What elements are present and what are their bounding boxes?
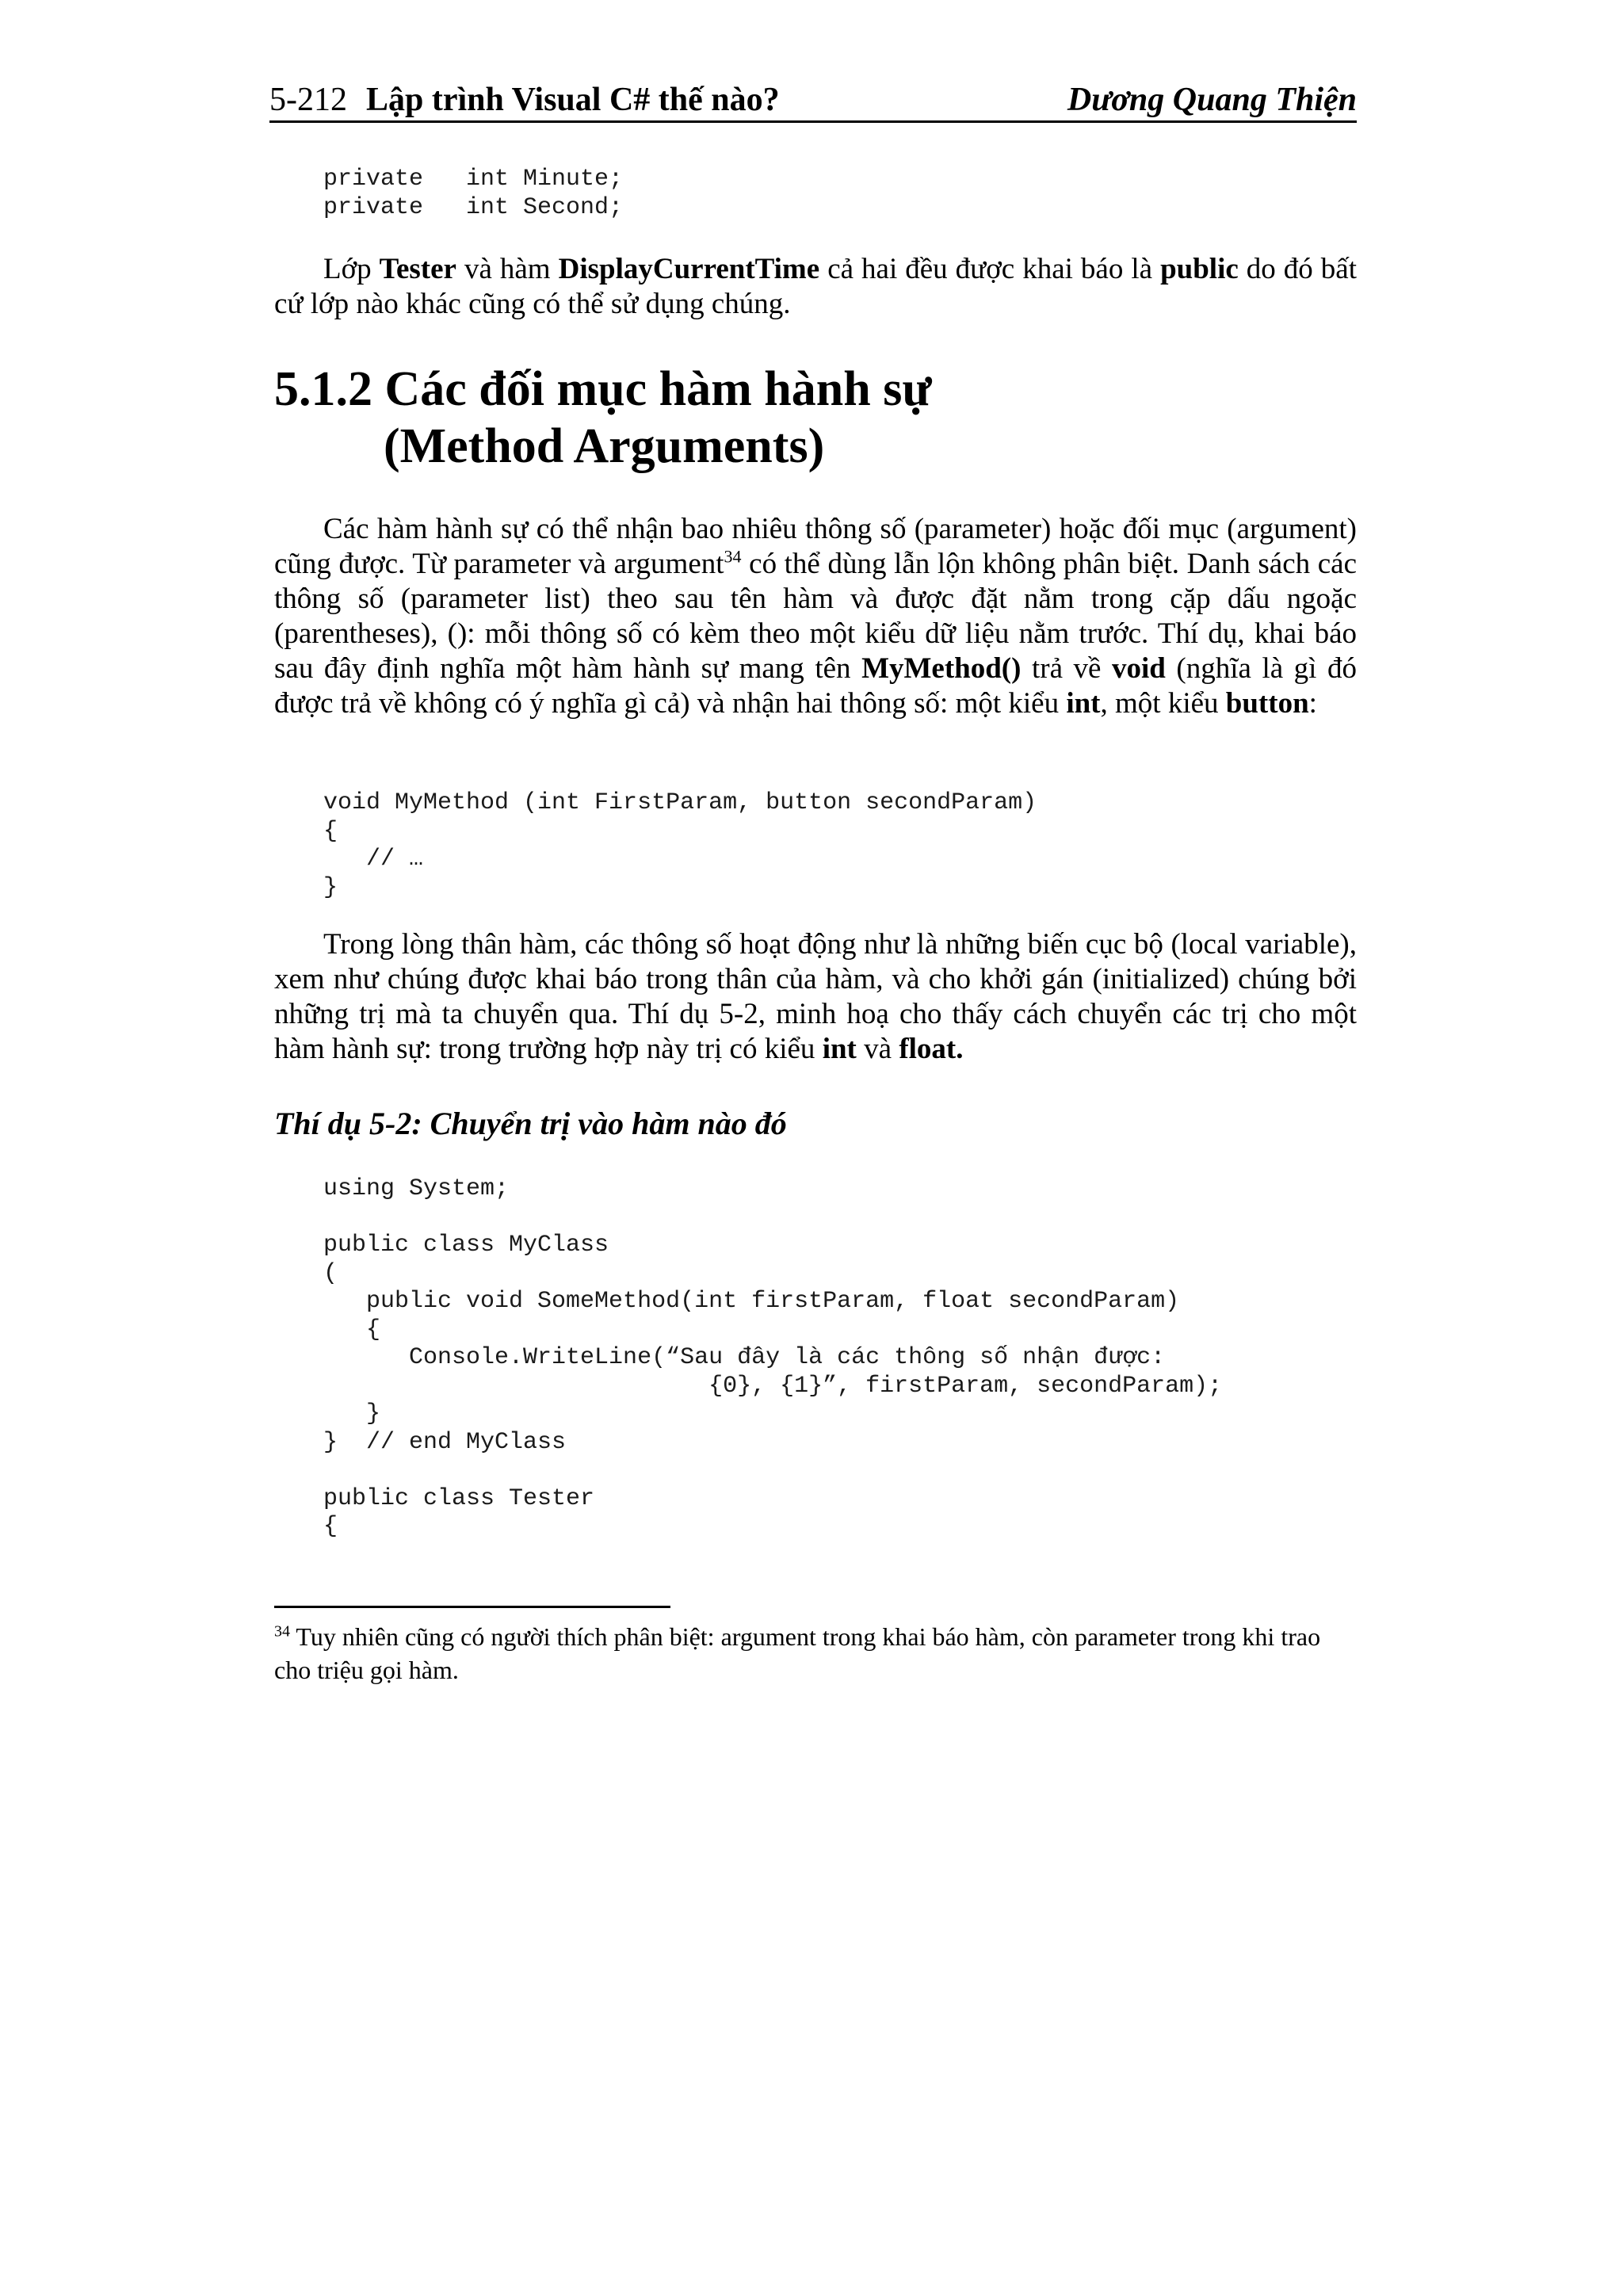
bold-term: int	[822, 1033, 857, 1065]
page-header	[269, 73, 1357, 123]
text: Trong lòng thân hàm, các thông số hoạt động như là những biến cục bộ (local variable), xem như chúng được khai báo trong thân của hàm, và cho khởi gán (initialized) chúng bởi những trị mà ta chuyển qua. Thí dụ 5-2, minh hoạ cho thấy cách chuyển các trị cho một hàm hành sự: trong trường hợp này trị có kiểu	[274, 928, 1357, 1065]
bold-term: Tester	[379, 253, 456, 285]
bold-term: button	[1225, 687, 1309, 720]
code-block-fields: private int Minute; private int Second;	[323, 166, 624, 221]
bold-term: void	[1112, 652, 1166, 685]
footnote	[274, 1620, 1357, 1687]
paragraph-method-arguments	[274, 512, 1357, 721]
text: , một kiểu	[1100, 687, 1226, 720]
text: cả hai đều được khai báo là	[819, 253, 1161, 285]
text: và	[856, 1033, 899, 1065]
text: (nghĩa là gì đó được trả về không có ý nghĩa gì cả) và nhận hai thông số: một kiểu	[274, 652, 1357, 720]
text: có thể dùng lẫn lộn không phân biệt. Danh sách các thông số (parameter list) theo sau tên hàm và được đặt nằm trong cặp dấu ngoặc (parentheses), (): mỗi thông số có kèm theo một kiểu dữ liệu nằm trước. Thí dụ, khai báo sau đây định nghĩa một hàm hành sự mang tên	[274, 548, 1357, 685]
footnote-divider	[274, 1606, 670, 1608]
section-title-line1: Các đối mục hàm hành sự	[384, 362, 932, 416]
code-block-example: using System; public class MyClass ( public void SomeMethod(int firstParam, float secondParam) { Console.WriteLine(“Sau đây là các thông số nhận được: {0}, {1}”, firstParam, secondParam); } } // end MyClass public class Tester {	[323, 1175, 1223, 1540]
text: Lớp	[323, 253, 380, 285]
footnote-number: 34	[274, 1622, 290, 1641]
bold-term: float.	[899, 1033, 964, 1065]
bold-term: DisplayCurrentTime	[558, 253, 820, 285]
text: và hàm	[456, 253, 559, 285]
bold-term: public	[1160, 253, 1239, 285]
text: :	[1308, 687, 1317, 720]
section-number: 5.1.2	[274, 362, 372, 416]
author-name: Dương Quang Thiện	[1067, 82, 1357, 118]
page-number: 5-212	[269, 82, 347, 118]
footnote-text: Tuy nhiên cũng có người thích phân biệt: argument trong khai báo hàm, còn parameter trong khi trao cho triệu gọi hàm.	[274, 1622, 1321, 1684]
text: trả về	[1021, 652, 1112, 685]
text: Các hàm hành sự có thể nhận bao nhiêu thông số (parameter) hoặc đối mục (argument) cũng được. Từ parameter và argument	[274, 513, 1357, 580]
example-title: Thí dụ 5-2: Chuyển trị vào hàm nào đó	[274, 1106, 787, 1141]
text: do đó bất cứ lớp nào khác cũng có thể sử dụng chúng.	[274, 253, 1357, 320]
code-block-mymethod: void MyMethod (int FirstParam, button secondParam) { // … }	[323, 789, 1037, 901]
book-title: Lập trình Visual C# thế nào?	[366, 82, 780, 118]
footnote-ref: 34	[724, 546, 742, 567]
paragraph-tester-public	[274, 252, 1357, 322]
bold-term: MyMethod()	[861, 652, 1022, 685]
section-heading	[274, 361, 932, 475]
bold-term: int	[1066, 687, 1101, 720]
section-title-line2: (Method Arguments)	[384, 419, 825, 473]
paragraph-local-variable	[274, 927, 1357, 1067]
